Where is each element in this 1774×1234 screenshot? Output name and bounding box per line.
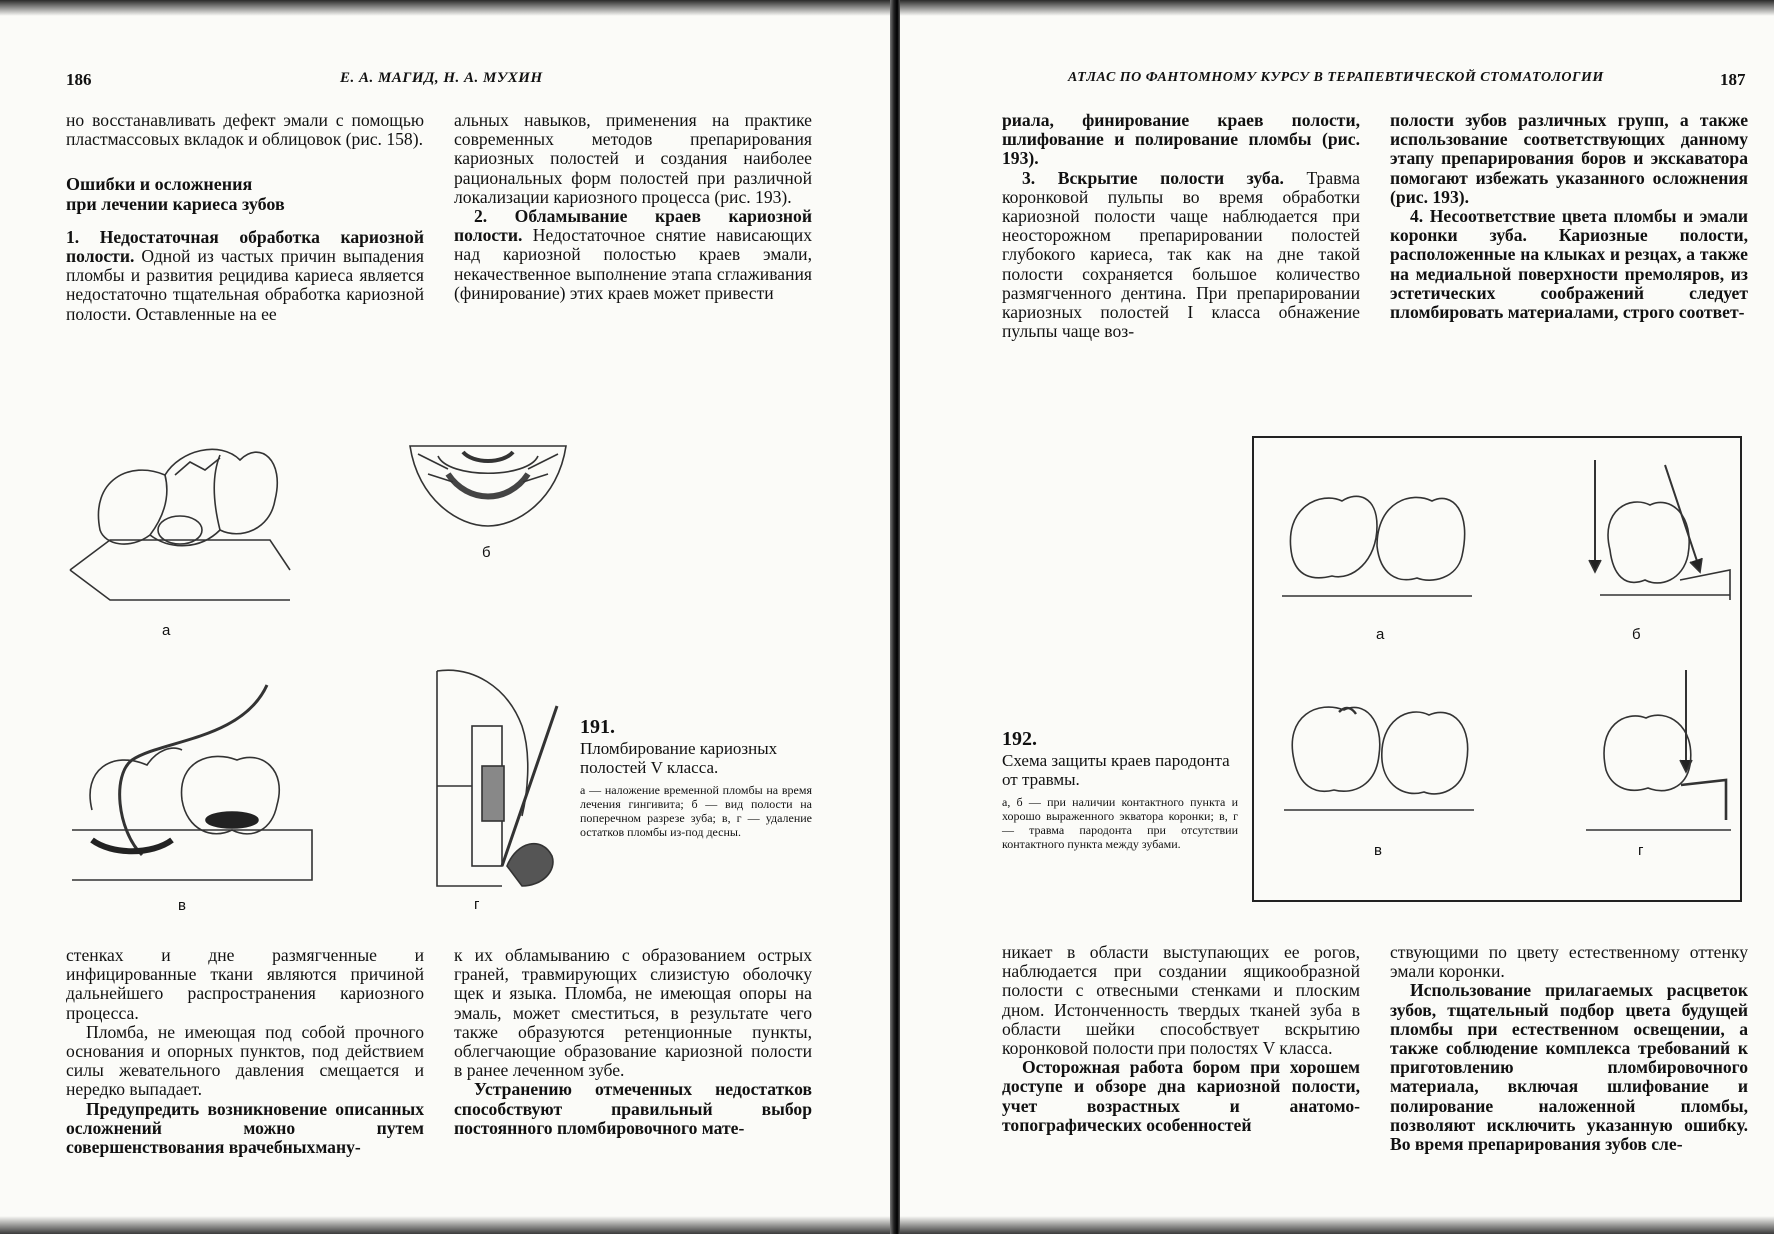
figure-192-caption-block	[1002, 728, 1238, 851]
paragraph	[66, 228, 424, 324]
item-title: 2. Обламывание краев кариозной полости.	[454, 206, 812, 246]
figure-192-a-drawing	[1282, 486, 1472, 616]
paragraph	[1390, 207, 1748, 322]
heading-line: при лечении кариеса зубов	[66, 193, 285, 214]
paragraph: никает в области выступающих ее рогов, наблюдается при создании ящикообразной полости с отвесными стенками и плоским дном. Истонченность твердых тканей зуба в области шейки способствует вскрытию коронковой полости при полостях V класса.	[1002, 942, 1360, 1059]
scan-shadow-top	[900, 0, 1774, 16]
figure-caption: а, б — при наличии контактного пункта и хорошо выраженного экватора коронки; в, г — травма пародонта при отсутствии контактного пункта между зубами.	[1002, 795, 1238, 851]
paragraph: Предупредить возникновение описанных осложнений можно путем совершенствования врачебныхману-	[66, 1098, 424, 1158]
paragraph: Устранению отмеченных недостатков способствуют правильный выбор постоянного пломбировочного мате-	[454, 1079, 812, 1138]
paragraph: Пломба, не имеющая под собой прочного основания и опорных пунктов, под действием силы жевательного давления смещается и нередко выпадает.	[66, 1021, 424, 1100]
right-col1-bottom	[1002, 943, 1360, 1135]
paragraph	[454, 207, 812, 303]
item-title: 1. Недостаточная обработка кариозной полости.	[66, 226, 424, 267]
paragraph: риала, финирование краев полости, шлифование и полирование пломбы (рис. 193).	[1002, 110, 1360, 169]
figure-letter-b: б	[1632, 626, 1641, 643]
figure-letter-v: в	[178, 897, 186, 914]
figure-caption: а — наложение временной пломбы на время лечения гингивита; б — вид полости на поперечном разрезе зуба; в, г — удаление остатков пломбы из-под десны.	[580, 783, 812, 839]
right-page	[900, 0, 1774, 1234]
paragraph	[1002, 169, 1360, 342]
figure-letter-b: б	[482, 544, 491, 561]
item-text: Недостаточное снятие нависающих над кариозной полостью краев эмали, некачественное выполнение этапа сглаживания (финирование) этих краев может привести	[454, 225, 812, 303]
item-text: Одной из частых причин выпадения пломбы и развития рецидива кариеса является недостаточно тщательная обработка кариозной полости. Оставленные на ее	[66, 246, 424, 324]
figure-title: Схема защиты краев пародонта от травмы.	[1002, 751, 1230, 789]
left-col1-bottom	[66, 946, 424, 1157]
figure-title: Пломбирование кариозных полостей V класса.	[580, 739, 778, 777]
paragraph: Осторожная работа бором при хорошем доступе и обзоре дна кариозной полости, учет возрастных и анатомо-топографических особенностей	[1002, 1057, 1360, 1135]
figure-letter-a: а	[162, 622, 171, 639]
figure-192-g-drawing	[1586, 670, 1736, 840]
right-col2-top	[1390, 111, 1748, 322]
paragraph: стенках и дне размягченные и инфицированные ткани являются причиной дальнейшего распространения кариозного процесса.	[66, 945, 424, 1023]
paragraph: Использование прилагаемых расцветок зубов, тщательный подбор цвета будущей пломбы при естественном освещении, а также соблюдение комплекса требований к приготовлению пломбировочного материала, включая шлифование и полирование наложенной пломбы, позволяют исключить указанную ошибку. Во время препарирования зубов сле-	[1390, 980, 1748, 1155]
running-head: АТЛАС ПО ФАНТОМНОМУ КУРСУ В ТЕРАПЕВТИЧЕСКОЙ СТОМАТОЛОГИИ	[1068, 70, 1604, 85]
figure-191-b-drawing	[408, 444, 568, 529]
paragraph: но восстанавливать дефект эмали с помощью пластмассовых вкладок и облицовок (рис. 158).	[66, 110, 424, 150]
left-col2-top	[454, 111, 812, 303]
figure-192-b-drawing	[1580, 460, 1730, 620]
heading-line: Ошибки и осложнения	[66, 174, 253, 195]
paragraph: полости зубов различных групп, а также использование соответствующих данному этапу препарирования боров и экскаватора помогают избежать указанного осложнения (рис. 193).	[1390, 110, 1748, 207]
figure-191-g-drawing	[432, 666, 562, 891]
item-text: Кариозные полости, расположенные на клыках и резцах, а также на медиальной поверхности премоляров, из эстетических соображений следует пломбировать материалами, строго соответ-	[1390, 225, 1748, 323]
section-heading	[66, 175, 424, 213]
figure-letter-a: а	[1376, 626, 1385, 643]
page-number: 186	[66, 70, 92, 89]
figure-letter-g: г	[474, 896, 480, 913]
figure-192-v-drawing	[1284, 700, 1474, 830]
figure-191-caption-block	[580, 716, 812, 839]
figure-number: 192.	[1002, 728, 1037, 750]
scan-shadow-top	[0, 0, 890, 16]
figure-letter-v: в	[1374, 842, 1382, 859]
paragraph: альных навыков, применения на практике современных методов препарирования кариозных полостей и создания наиболее рациональных форм полостей при различной локализации кариозного процесса (рис. 193).	[454, 110, 812, 207]
scan-shadow-bottom	[0, 1216, 890, 1234]
figure-191-a-drawing	[70, 420, 290, 610]
running-head: Е. А. МАГИД, Н. А. МУХИН	[340, 70, 543, 86]
figure-191-v-drawing	[72, 680, 312, 880]
item-text: Травма коронковой пульпы во время обработки кариозной полости чаще наблюдается при неосторожном препарировании полостей глубокого кариеса, так как на дне такой полости сохраняется большое количество размягченного дентина. При препарировании кариозных полостей I класса обнажение пульпы чаще воз-	[1002, 167, 1360, 342]
item-title: 4. Несоответствие цвета пломбы и эмали коронки зуба.	[1390, 206, 1748, 246]
item-title: 3. Вскрытие полости зуба.	[1022, 167, 1284, 188]
figure-letter-g: г	[1638, 842, 1644, 859]
scan-shadow-bottom	[900, 1216, 1774, 1234]
figure-number: 191.	[580, 716, 615, 738]
left-col2-bottom	[454, 946, 812, 1138]
right-col1-top	[1002, 111, 1360, 341]
paragraph: ствующими по цвету естественному оттенку эмали коронки.	[1390, 942, 1748, 982]
paragraph: к их обламыванию с образованием острых граней, травмирующих слизистую оболочку щек и языка. Пломба, не имеющая опоры на эмаль, может сместиться, в результате чего также образуются ретенционные пункты, облегчающие образование кариозной полости в ранее леченном зубе.	[454, 945, 812, 1081]
left-col1-top	[66, 111, 424, 324]
page-number: 187	[1720, 70, 1746, 89]
right-col2-bottom	[1390, 943, 1748, 1154]
